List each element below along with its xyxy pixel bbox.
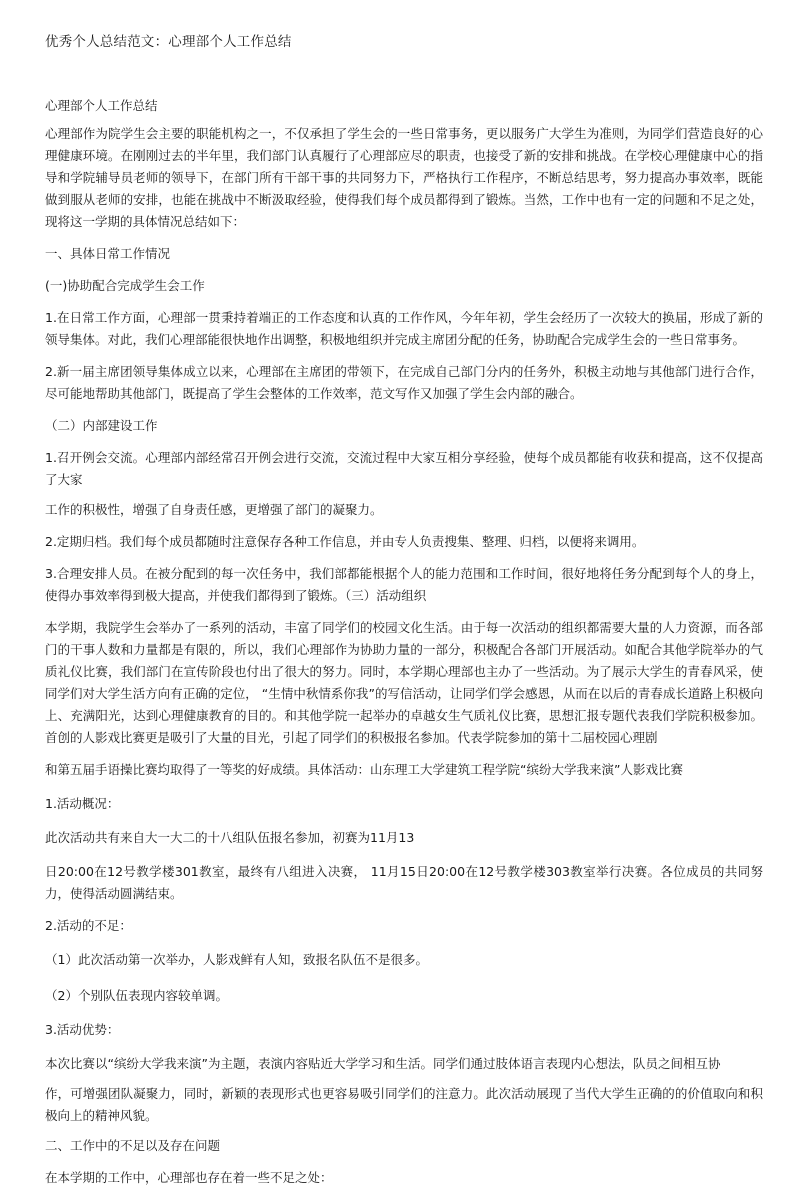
paragraph-awards: 和第五届手语操比赛均取得了一等奖的好成绩。具体活动：山东理工大学建筑工程学院“缤纷大学我来演”人影戏比赛 [45,762,683,777]
paragraph-daily-work: 1.在日常工作方面，心理部一贯秉持着端正的工作态度和认真的工作作风，今年年初，学生会经历了一次较大的换届，形成了新的领导集体。对此，我们心理部能很快地作出调整，积极地组织并完成主席团分配的任务，协助配合完成学生会的一些日常事务。 [45,310,763,347]
paragraph-activities: 本学期，我院学生会举办了一系列的活动，丰富了同学们的校园文化生活。由于每一次活动的组织都需要大量的人力资源，而各部门的干事人数和力量都是有限的，所以，我们心理部作为协助力量的一部分，积极配合各部门开展活动。如配合其他学院举办的气质礼仪比赛，我们部门在宣传阶段也付出了很大的努力。同时，本学期心理部也主办了一些活动。为了展示大学生的青春风采，使同学们对大学生活方向有正确的定位， “生情中秋情系你我”的写信活动，让同学们学会感恩，从而在以后的青春成长道路上积极向上、充满阳光，达到心理健康教育的目的。和其他学院一起举办的卓越女生气质礼仪比赛，思想汇报专题代表我们学院积极参加。首创的人影戏比赛更是吸引了大量的目光，引起了同学们的积极报名参加。代表学院参加的第十二届校园心理剧 [45,620,763,745]
paragraph-cooperation: 2.新一届主席团领导集体成立以来，心理部在主席团的带领下，在完成自己部门分内的任务外，积极主动地与其他部门进行合作，尽可能地帮助其他部门，既提高了学生会整体的工作效率，范文写作又加强了学生会内部的融合。 [45,364,763,401]
paragraph-meetings: 1.召开例会交流。心理部内部经常召开例会进行交流，交流过程中大家互相分享经验，使每个成员都能有收获和提高，这不仅提高了大家 [45,450,763,487]
document-title: 心理部个人工作总结 [45,98,158,113]
subsection-heading-1: (一)协助配合完成学生会工作 [45,278,205,293]
heading-advantages: 3.活动优势： [45,1022,120,1037]
paragraph-overview: 此次活动共有来自大一大二的十八组队伍报名参加，初赛为11月13 [45,830,415,845]
paragraph-staffing: 3.合理安排人员。在被分配到的每一次任务中，我们部都能根据个人的能力范围和工作时间，很好地将任务分配到每个人的身上，使得办事效率得到极大提高，并使我们都得到了锻炼。（三）活动组织 [45,566,763,603]
paragraph-intro: 心理部作为院学生会主要的职能机构之一，不仅承担了学生会的一些日常事务，更以服务广大学生为准则，为同学们营造良好的心理健康环境。在刚刚过去的半年里，我们部门认真履行了心理部应尽的职责，也接受了新的安排和挑战。在学校心理健康中心的指导和学院辅导员老师的领导下，在部门所有干部干事的共同努力下，严格执行工作程序，不断总结思考，努力提高办事效率，既能做到服从老师的安排，也能在挑战中不断汲取经验，使得我们每个成员都得到了锻炼。当然，工作中也有一定的问题和不足之处，现将这一学期的具体情况总结如下： [45,126,763,229]
paragraph-overview-cont: 日20:00在12号教学楼301教室，最终有八组进入决赛， 11月15日20:00在12号教学楼303教室举行决赛。各位成员的共同努力，使得活动圆满结束。 [45,864,763,901]
section-heading-1: 一、具体日常工作情况 [45,246,171,261]
document-body [45,95,763,1189]
shortcoming-1: （1）此次活动第一次举办，人影戏鲜有人知，致报名队伍不是很多。 [45,952,428,967]
shortcoming-2: （2）个别队伍表现内容较单调。 [45,988,228,1003]
paragraph-advantages: 本次比赛以“缤纷大学我来演”为主题，表演内容贴近大学学习和生活。同学们通过肢体语言表现内心想法，队员之间相互协 [45,1056,721,1071]
subsection-heading-2: （二）内部建设工作 [45,418,158,433]
document-header: 优秀个人总结范文：心理部个人工作总结 [45,34,292,50]
paragraph-advantages-cont: 作，可增强团队凝聚力，同时，新颖的表现形式也更容易吸引同学们的注意力。此次活动展现了当代大学生正确的的价值取向和积极向上的精神风貌。 [45,1086,763,1123]
section-heading-2: 二、工作中的不足以及存在问题 [45,1138,221,1153]
paragraph-problems: 在本学期的工作中，心理部也存在着一些不足之处： [45,1170,333,1185]
paragraph-meetings-cont: 工作的积极性，增强了自身责任感，更增强了部门的凝聚力。 [45,502,383,517]
paragraph-archiving: 2.定期归档。我们每个成员都随时注意保存各种工作信息，并由专人负责搜集、整理、归档，以便将来调用。 [45,534,645,549]
heading-activity-overview: 1.活动概况： [45,796,120,811]
heading-shortcomings: 2.活动的不足： [45,918,132,933]
